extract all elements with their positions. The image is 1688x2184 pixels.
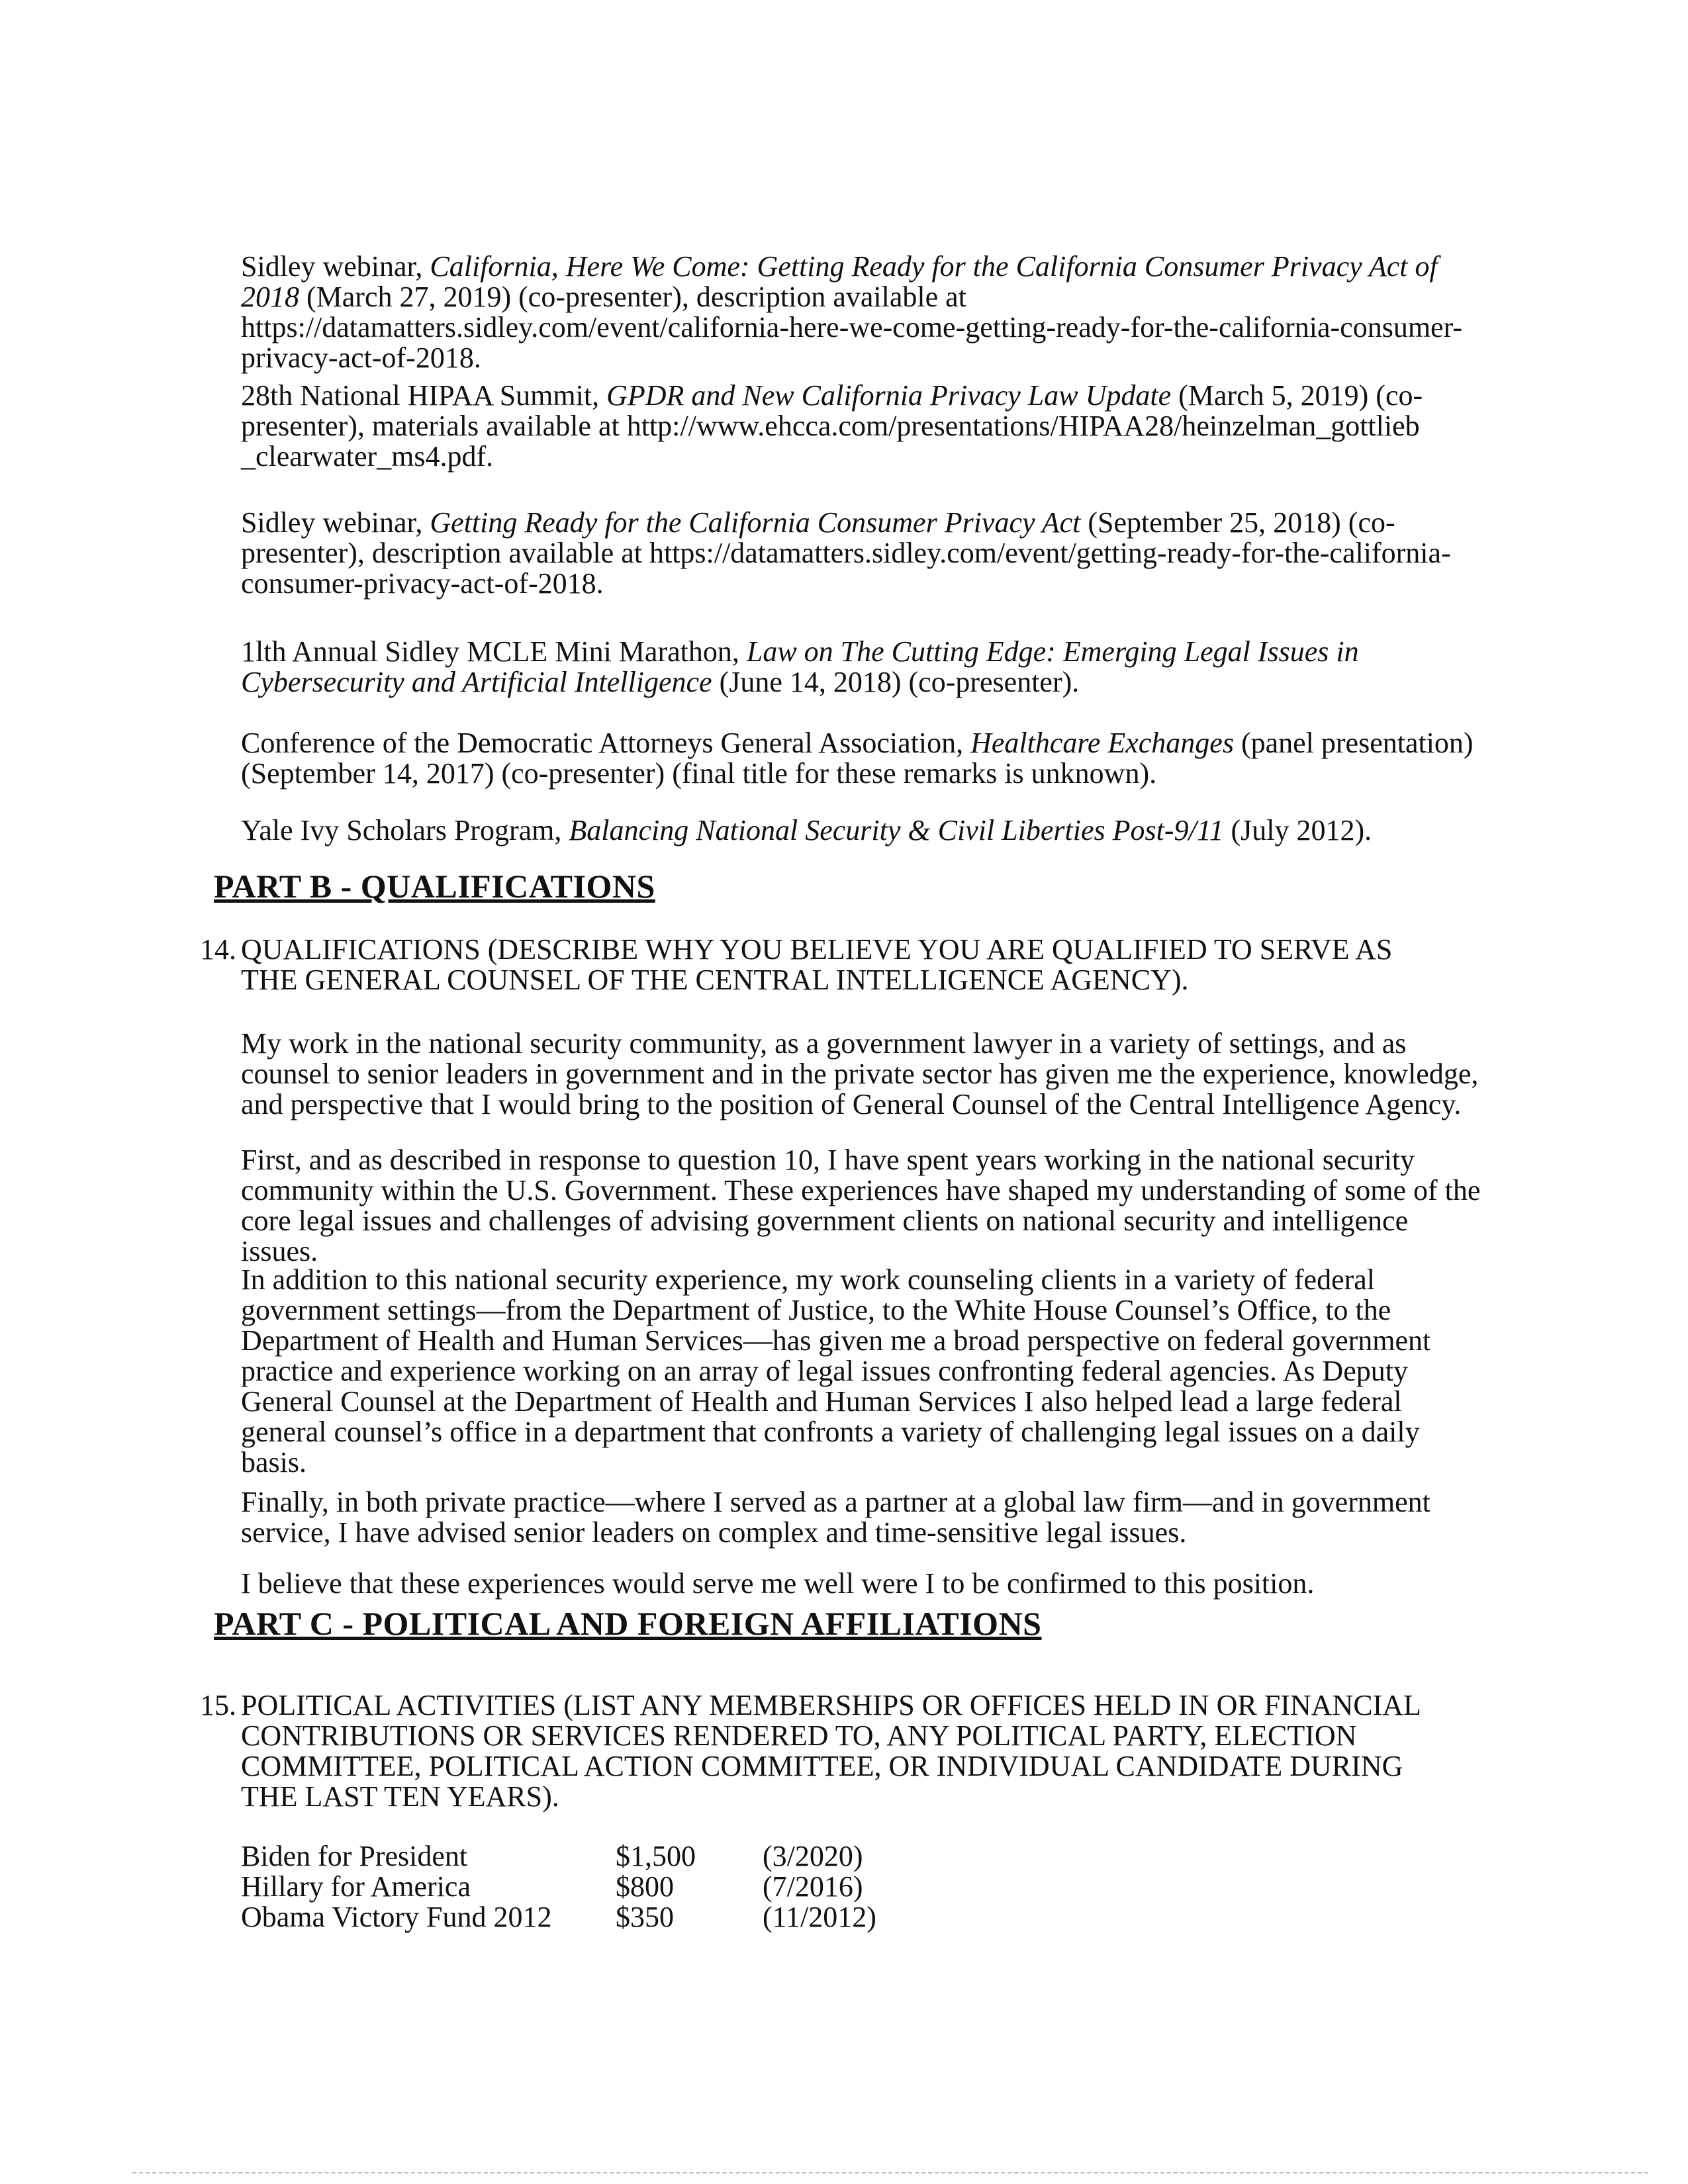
table-row — [241, 1872, 876, 1902]
date: (3/2020) — [763, 1840, 863, 1872]
answer-paragraph: I believe that these experiences would serve me well were I to be confirmed to this position. — [241, 1567, 1315, 1600]
entry-details: (July 2012). — [1223, 814, 1372, 846]
amount: $350 — [616, 1901, 674, 1933]
entry-prefix: 1lth Annual Sidley MCLE Mini Marathon, — [241, 635, 747, 668]
entry-prefix: Yale Ivy Scholars Program, — [241, 814, 569, 846]
answer-paragraph: My work in the national security community, as a government lawyer in a variety of settings, and as counsel to senior leaders in government and in the private sector has given me the experience, knowledge, and perspective that I would bring to the position of General Counsel of the Central Intelligence Agency. — [241, 1027, 1479, 1120]
footer-divider — [132, 2172, 1648, 2173]
part-c-heading: PART C - POLITICAL AND FOREIGN AFFILIATIONS — [214, 1605, 1042, 1642]
answer-paragraph: Finally, in both private practice—where I served as a partner at a global law firm—and in government service, I have advised senior leaders on complex and time-sensitive legal issues. — [241, 1486, 1430, 1549]
date: (11/2012) — [763, 1901, 876, 1933]
entry-details: (March 27, 2019) (co-presenter), description available at https://datamatters.sidley.com/event/california-here-we-come-getting-ready-for-the-california-consumer-privacy-act-of-2018. — [241, 281, 1462, 374]
presentation-entry — [241, 637, 1485, 698]
table-row — [241, 1841, 876, 1872]
entry-title: Healthcare Exchanges — [970, 727, 1234, 759]
date: (7/2016) — [763, 1870, 863, 1903]
question-number: 14. — [200, 933, 236, 966]
recipient: Obama Victory Fund 2012 — [241, 1901, 552, 1933]
amount: $800 — [616, 1870, 674, 1903]
question-number: 15. — [200, 1689, 236, 1721]
presentation-entry — [241, 508, 1485, 599]
presentation-entry — [241, 251, 1485, 373]
entry-title: Getting Ready for the California Consumer Privacy Act — [430, 506, 1081, 539]
amount: $1,500 — [616, 1840, 696, 1872]
question-14 — [200, 934, 1458, 995]
entry-prefix: 28th National HIPAA Summit, — [241, 379, 607, 412]
entry-prefix: Sidley webinar, — [241, 250, 430, 283]
recipient: Hillary for America — [241, 1870, 471, 1903]
entry-details: (panel presentation) (September 14, 2017) (co-presenter) (final title for these remarks is unknown). — [241, 727, 1474, 790]
entry-prefix: Conference of the Democratic Attorneys General Association, — [241, 727, 971, 759]
presentation-entry — [241, 728, 1485, 789]
entry-title: Law on The Cutting Edge: Emerging Legal Issues in Cybersecurity and Artificial Intelligence — [241, 635, 1359, 698]
answer-paragraph: In addition to this national security experience, my work counseling clients in a variety of federal government settings—from the Department of Justice, to the White House Counsel’s Office, to the Department of Health and Human Services—has given me a broad perspective on federal government practice and experience working on an array of legal issues confronting federal agencies. As Deputy General Counsel at the Department of Health and Human Services I also helped lead a large federal general counsel’s office in a department that confronts a variety of challenging legal issues on a daily basis. — [241, 1263, 1431, 1479]
presentation-entry — [241, 381, 1485, 472]
entry-title: GPDR and New California Privacy Law Update — [606, 379, 1172, 412]
presentation-entry — [241, 815, 1485, 846]
recipient: Biden for President — [241, 1840, 468, 1872]
entry-title: California, Here We Come: Getting Ready for the California Consumer Privacy Act of 2018 — [241, 250, 1438, 313]
entry-title: Balancing National Security & Civil Liberties Post-9/11 — [569, 814, 1224, 846]
part-b-heading: PART B - QUALIFICATIONS — [214, 868, 655, 905]
question-text: QUALIFICATIONS (DESCRIBE WHY YOU BELIEVE YOU ARE QUALIFIED TO SERVE AS THE GENERAL COUNSEL OF THE CENTRAL INTELLIGENCE AGENCY). — [241, 933, 1393, 996]
contributions-table — [241, 1841, 876, 1933]
answer-paragraph: First, and as described in response to question 10, I have spent years working in the national security community within the U.S. Government. These experiences have shaped my understanding of some of the core legal issues and challenges of advising government clients on national security and intelligence issues. — [241, 1144, 1481, 1267]
entry-details: (March 5, 2019) (co-presenter), materials available at http://www.ehcca.com/presentations/HIPAA28/heinzelman_gottlieb _clearwater_ms4.pdf. — [241, 379, 1423, 473]
entry-details: (June 14, 2018) (co-presenter). — [712, 666, 1080, 698]
entry-prefix: Sidley webinar, — [241, 506, 430, 539]
question-15 — [200, 1690, 1458, 1812]
question-text: POLITICAL ACTIVITIES (LIST ANY MEMBERSHIPS OR OFFICES HELD IN OR FINANCIAL CONTRIBUTIONS OR SERVICES RENDERED TO, ANY POLITICAL PARTY, ELECTION COMMITTEE, POLITICAL ACTION COMMITTEE, OR INDIVIDUAL CANDIDATE DURING THE LAST TEN YEARS). — [241, 1689, 1421, 1813]
table-row — [241, 1902, 876, 1933]
entry-details: (September 25, 2018) (co-presenter), description available at https://datamatters.sidley.com/event/getting-ready-for-the-california-consumer-privacy-act-of-2018. — [241, 506, 1451, 600]
